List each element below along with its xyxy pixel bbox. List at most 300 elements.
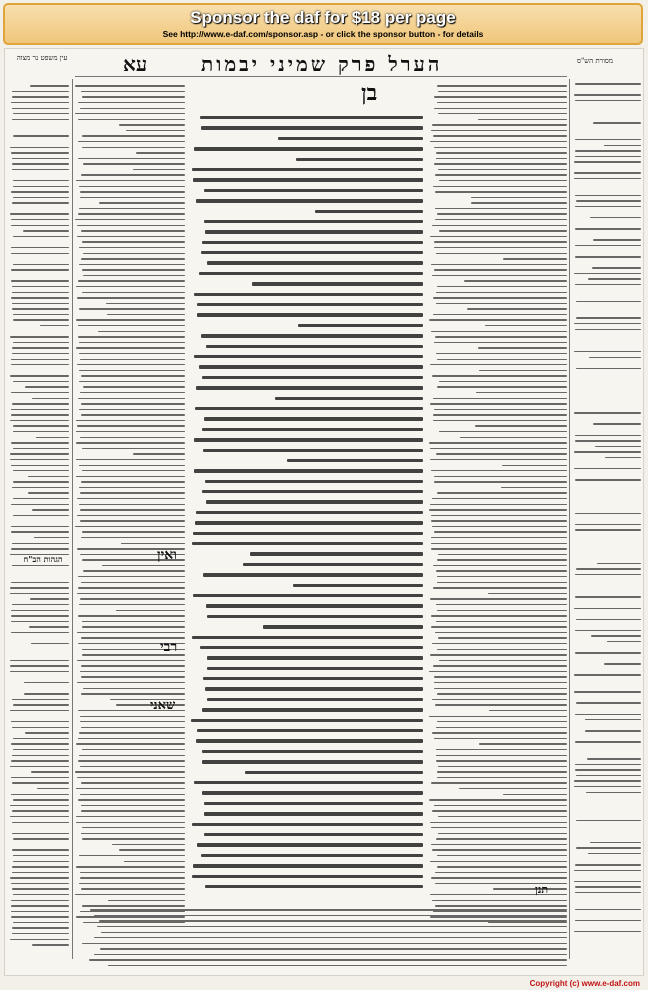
text-line	[438, 169, 567, 170]
text-line	[438, 113, 567, 114]
text-line	[204, 220, 423, 223]
rule-left	[72, 79, 73, 959]
text-line	[81, 676, 185, 677]
text-line	[83, 163, 185, 164]
text-line	[575, 440, 641, 441]
text-line	[576, 317, 641, 318]
text-line	[12, 849, 69, 850]
text-line	[199, 365, 423, 368]
text-line	[434, 805, 567, 806]
text-line	[432, 699, 567, 700]
text-line	[12, 755, 69, 756]
text-line	[80, 392, 185, 393]
text-line	[78, 119, 185, 120]
text-line	[12, 119, 69, 120]
text-line	[79, 264, 185, 265]
text-line	[436, 353, 567, 354]
text-line	[432, 526, 567, 527]
text-line	[430, 403, 567, 404]
text-line	[12, 303, 69, 304]
text-line	[430, 861, 567, 862]
text-line	[13, 448, 69, 449]
text-line	[23, 230, 69, 231]
text-line	[78, 336, 185, 337]
text-line	[432, 900, 567, 901]
text-line	[576, 820, 641, 821]
text-line	[197, 313, 423, 316]
text-line	[78, 738, 185, 739]
text-line	[586, 792, 641, 793]
text-line	[576, 847, 641, 848]
text-line	[77, 660, 185, 661]
text-line	[11, 442, 69, 443]
text-line	[590, 217, 641, 218]
text-line	[108, 965, 567, 966]
text-line	[79, 186, 185, 187]
text-line	[593, 122, 641, 123]
text-line	[575, 524, 641, 525]
text-line	[11, 191, 69, 192]
text-line	[575, 886, 641, 887]
text-line	[437, 866, 567, 867]
text-line	[204, 802, 423, 805]
text-line	[437, 771, 567, 772]
text-line	[574, 780, 641, 781]
text-line	[574, 674, 641, 675]
text-line	[76, 822, 185, 823]
text-line	[11, 615, 69, 616]
text-line	[79, 732, 185, 733]
text-line	[82, 135, 185, 136]
text-line	[13, 470, 69, 471]
text-line	[431, 264, 567, 265]
text-line	[13, 515, 69, 516]
daf-number: עא	[123, 52, 148, 76]
text-line	[243, 563, 423, 566]
text-line	[192, 875, 423, 878]
text-line	[574, 870, 641, 871]
text-line	[29, 626, 69, 627]
text-line	[432, 732, 567, 733]
text-line	[471, 202, 567, 203]
text-line	[83, 386, 185, 387]
text-line	[10, 671, 69, 672]
text-line	[588, 278, 641, 279]
text-line	[436, 621, 567, 622]
text-line	[82, 96, 185, 97]
text-line	[12, 927, 69, 928]
tosafot-column	[75, 81, 185, 931]
text-line	[82, 943, 567, 944]
text-line	[437, 693, 567, 694]
text-line	[432, 375, 567, 376]
text-line	[434, 247, 567, 248]
text-line	[597, 563, 641, 564]
sponsor-title[interactable]: Sponsor the daf for $18 per page	[190, 8, 456, 27]
text-line	[437, 213, 567, 214]
text-line	[460, 437, 567, 438]
text-line	[11, 531, 69, 532]
text-line	[79, 755, 185, 756]
text-line	[575, 892, 641, 893]
text-line	[94, 915, 567, 916]
hagahot-habach-title: הגהות הב"ח	[23, 554, 63, 564]
text-line	[10, 939, 69, 940]
text-line	[107, 314, 185, 315]
text-line	[81, 258, 185, 259]
text-line	[437, 777, 567, 778]
text-line	[576, 775, 641, 776]
text-line	[575, 139, 641, 140]
text-line	[593, 423, 641, 424]
text-line	[79, 409, 185, 410]
text-line	[78, 576, 185, 577]
text-line	[80, 520, 185, 521]
text-line	[245, 771, 423, 774]
text-line	[437, 559, 567, 560]
text-line	[79, 247, 185, 248]
text-line	[81, 91, 185, 92]
text-line	[575, 909, 641, 910]
text-line	[433, 414, 567, 415]
text-line	[194, 469, 423, 472]
text-line	[431, 548, 567, 549]
text-line	[12, 347, 69, 348]
text-line	[575, 920, 641, 921]
bottom-commentary	[75, 905, 567, 967]
text-line	[78, 799, 185, 800]
text-line	[79, 381, 185, 382]
text-line	[493, 888, 567, 889]
text-line	[250, 552, 423, 555]
text-line	[430, 141, 567, 142]
text-line	[82, 241, 185, 242]
text-line	[436, 152, 567, 153]
text-line	[76, 459, 185, 460]
copyright-footer[interactable]: Copyright (c) www.e-daf.com	[529, 979, 640, 988]
text-line	[436, 755, 567, 756]
text-line	[13, 738, 69, 739]
text-line	[593, 239, 641, 240]
text-line	[194, 147, 423, 150]
text-line	[106, 303, 185, 304]
text-line	[575, 864, 641, 865]
text-line	[574, 881, 641, 882]
text-line	[479, 370, 567, 371]
text-line	[201, 251, 423, 254]
text-line	[252, 282, 423, 285]
text-line	[76, 743, 185, 744]
text-line	[28, 476, 69, 477]
text-line	[13, 197, 69, 198]
text-line	[476, 392, 567, 393]
text-line	[11, 297, 69, 298]
text-line	[34, 537, 69, 538]
text-line	[12, 91, 69, 92]
ein-mishpat-label: עין משפט נר מצוה	[16, 54, 68, 62]
text-line	[435, 336, 567, 337]
text-line	[437, 582, 567, 583]
text-line	[10, 877, 69, 878]
text-line	[79, 370, 185, 371]
rashi-column	[429, 81, 567, 931]
text-line	[13, 186, 69, 187]
text-line	[439, 180, 567, 181]
text-line	[434, 96, 567, 97]
text-line	[435, 191, 567, 192]
text-line	[574, 351, 641, 352]
text-line	[76, 347, 185, 348]
text-line	[575, 100, 641, 101]
text-line	[574, 468, 641, 469]
text-line	[100, 948, 567, 949]
text-line	[13, 922, 70, 923]
text-line	[435, 208, 567, 209]
text-line	[478, 347, 567, 348]
text-line	[82, 626, 185, 627]
text-line	[431, 877, 567, 878]
text-line	[10, 420, 69, 421]
text-line	[11, 526, 69, 527]
text-line	[77, 632, 185, 633]
text-line	[575, 574, 641, 575]
text-line	[431, 520, 567, 521]
text-line	[204, 812, 423, 815]
text-line	[576, 368, 641, 369]
text-line	[12, 782, 69, 783]
text-line	[11, 409, 69, 410]
text-line	[437, 359, 567, 360]
text-line	[575, 245, 641, 246]
text-line	[82, 749, 185, 750]
text-line	[133, 169, 185, 170]
text-line	[11, 621, 69, 622]
text-line	[12, 96, 69, 97]
text-line	[10, 587, 69, 588]
text-line	[11, 911, 69, 912]
text-line	[78, 158, 185, 159]
text-line	[575, 206, 641, 207]
text-line	[80, 671, 185, 672]
text-line	[79, 504, 185, 505]
text-line	[80, 108, 185, 109]
text-line	[436, 727, 567, 728]
text-line	[11, 102, 69, 103]
main-opening-word: בן	[361, 80, 378, 106]
text-line	[433, 135, 567, 136]
text-line	[11, 225, 69, 226]
text-line	[298, 324, 423, 327]
text-line	[205, 480, 423, 483]
text-line	[432, 643, 567, 644]
text-line	[575, 256, 641, 257]
text-line	[75, 771, 185, 772]
text-line	[13, 264, 69, 265]
text-line	[78, 102, 185, 103]
text-line	[80, 437, 185, 438]
text-line	[437, 85, 567, 86]
text-line	[439, 230, 567, 231]
text-line	[11, 632, 69, 633]
text-line	[430, 822, 567, 823]
text-line	[11, 219, 69, 220]
text-line	[437, 102, 567, 103]
text-line	[434, 163, 567, 164]
text-line	[82, 292, 185, 293]
text-line	[595, 446, 641, 447]
text-line	[79, 342, 185, 343]
text-line	[574, 931, 641, 932]
text-line	[434, 269, 567, 270]
text-line	[13, 425, 69, 426]
text-line	[11, 152, 69, 153]
text-line	[459, 788, 567, 789]
text-line	[435, 704, 567, 705]
text-line	[12, 604, 69, 605]
text-line	[126, 130, 185, 131]
text-line	[81, 481, 185, 482]
text-line	[101, 932, 567, 933]
text-line	[10, 453, 69, 454]
sponsor-banner[interactable]	[3, 3, 643, 45]
text-line	[431, 782, 567, 783]
sponsor-subtitle[interactable]: See http://www.e-daf.com/sponsor.asp - or click the sponsor button - for details	[162, 29, 484, 39]
text-line	[485, 325, 567, 326]
text-line	[475, 425, 567, 426]
text-line	[79, 604, 185, 605]
text-line	[77, 777, 185, 778]
text-line	[439, 660, 567, 661]
text-line	[13, 855, 69, 856]
text-line	[430, 364, 567, 365]
text-line	[194, 293, 423, 296]
text-line	[478, 119, 567, 120]
text-line	[77, 425, 185, 426]
text-line	[201, 854, 423, 857]
text-line	[81, 833, 185, 834]
text-line	[278, 137, 423, 140]
text-line	[12, 353, 69, 354]
ein-mishpat-column	[9, 81, 69, 951]
text-line	[79, 308, 185, 309]
gemara-column	[191, 109, 423, 899]
chapter-title: הערל פרק שמיני יבמות	[201, 52, 443, 76]
text-line	[13, 381, 69, 382]
text-line	[434, 241, 567, 242]
text-line	[11, 721, 69, 722]
side-opening-rabbi: רבי	[160, 639, 178, 655]
text-line	[575, 764, 641, 765]
text-line	[604, 145, 641, 146]
text-line	[76, 420, 185, 421]
text-line	[575, 479, 641, 480]
text-line	[12, 565, 69, 566]
text-line	[99, 202, 185, 203]
text-line	[574, 786, 641, 787]
text-line	[12, 810, 69, 811]
text-line	[501, 487, 567, 488]
text-line	[89, 959, 567, 960]
text-line	[11, 465, 69, 466]
text-line	[12, 308, 69, 309]
text-line	[191, 719, 423, 722]
text-line	[12, 933, 69, 934]
text-line	[435, 872, 567, 873]
text-line	[32, 398, 69, 399]
text-line	[574, 412, 641, 413]
text-line	[438, 554, 567, 555]
text-line	[116, 610, 185, 611]
text-line	[25, 386, 69, 387]
text-line	[75, 219, 185, 220]
text-line	[76, 788, 185, 789]
text-line	[79, 465, 185, 466]
text-line	[11, 359, 69, 360]
text-line	[196, 739, 423, 742]
text-line	[13, 113, 69, 114]
text-line	[12, 202, 69, 203]
text-line	[83, 570, 185, 571]
text-line	[433, 420, 567, 421]
text-line	[576, 301, 641, 302]
text-line	[575, 195, 641, 196]
text-line	[13, 498, 69, 499]
text-line	[434, 481, 567, 482]
text-line	[82, 838, 185, 839]
text-line	[197, 303, 423, 306]
text-line	[81, 403, 185, 404]
text-line	[436, 303, 567, 304]
text-line	[434, 682, 567, 683]
text-line	[431, 626, 567, 627]
text-line	[11, 794, 69, 795]
text-line	[575, 630, 641, 631]
text-line	[13, 894, 69, 895]
text-line	[40, 325, 69, 326]
text-line	[207, 615, 423, 618]
text-line	[437, 286, 567, 287]
text-line	[429, 509, 567, 510]
text-line	[81, 727, 185, 728]
text-line	[10, 375, 69, 376]
text-line	[438, 833, 567, 834]
text-line	[79, 883, 185, 884]
text-line	[433, 186, 567, 187]
text-line	[80, 598, 186, 599]
text-line	[488, 593, 567, 594]
text-line	[503, 794, 567, 795]
text-line	[76, 286, 185, 287]
text-line	[574, 273, 641, 274]
text-line	[287, 459, 423, 462]
text-line	[78, 760, 185, 761]
text-line	[205, 885, 423, 888]
text-line	[200, 646, 423, 649]
text-line	[80, 492, 185, 493]
text-line	[202, 791, 423, 794]
text-line	[124, 861, 185, 862]
text-line	[197, 843, 423, 846]
text-line	[25, 732, 69, 733]
text-line	[12, 108, 69, 109]
text-line	[199, 272, 423, 275]
text-line	[437, 610, 567, 611]
text-line	[80, 794, 185, 795]
text-line	[82, 621, 185, 622]
text-line	[76, 816, 185, 817]
text-line	[439, 431, 567, 432]
text-line	[431, 827, 567, 828]
